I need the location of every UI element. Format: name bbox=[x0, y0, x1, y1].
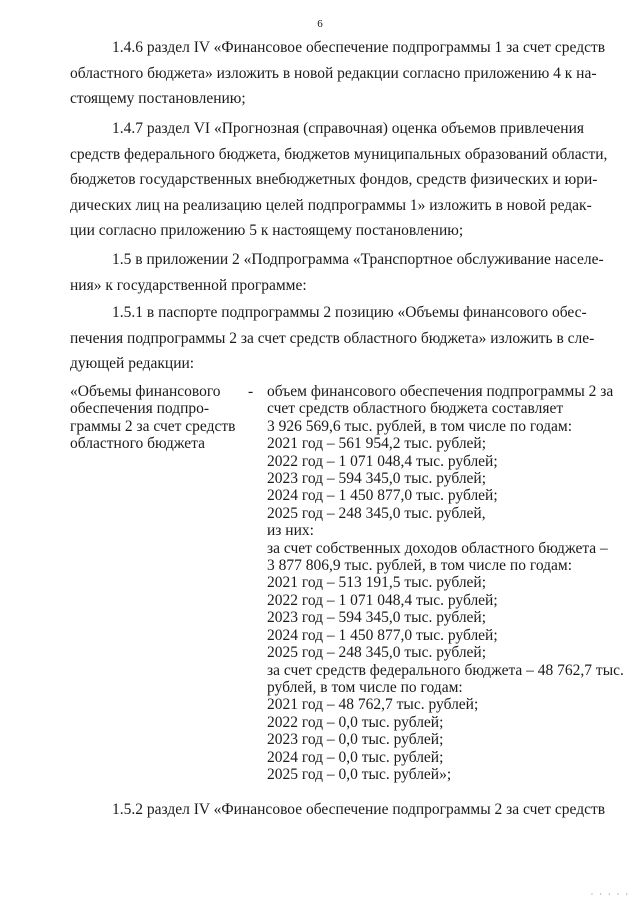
parameter-name bbox=[70, 383, 245, 453]
parameter-dash: - bbox=[248, 383, 254, 400]
text-line: 1.4.7 раздел VI «Прогнозная (справочная) оценка объемов привлечения bbox=[112, 120, 585, 137]
text-line: дических лиц на реализацию целей подпрограммы 1» изложить в новой редак- bbox=[70, 196, 592, 214]
page-number: 6 bbox=[317, 18, 323, 30]
text-line: граммы 2 за счет средств bbox=[70, 417, 236, 435]
paragraph-1-4-6 bbox=[70, 35, 606, 112]
text-line: обеспечения подпро- bbox=[70, 400, 210, 418]
text-line: 2025 год – 248 345,0 тыс. рублей, bbox=[267, 504, 486, 522]
text-line: 3 877 806,9 тыс. рублей, в том числе по годам: bbox=[267, 557, 573, 575]
text-line: 3 926 569,6 тыс. рублей, в том числе по годам: bbox=[267, 417, 573, 435]
text-line: 2022 год – 1 071 048,4 тыс. рублей; bbox=[267, 591, 498, 609]
text-line: 2023 год – 594 345,0 тыс. рублей; bbox=[267, 470, 487, 488]
text-line: 1.4.6 раздел IV «Финансовое обеспечение подпрограммы 1 за счет средств bbox=[112, 39, 606, 56]
text-line: объем финансового обеспечения подпрограммы 2 за bbox=[267, 383, 614, 400]
text-line: ния» к государственной программе: bbox=[70, 276, 307, 294]
text-line: 2022 год – 1 071 048,4 тыс. рублей; bbox=[267, 452, 498, 470]
text-line: средств федерального бюджета, бюджетов муниципальных образований области, bbox=[70, 145, 608, 163]
text-line: за счет средств федерального бюджета – 48 762,7 тыс. bbox=[267, 661, 624, 679]
text-line: 2024 год – 1 450 877,0 тыс. рублей; bbox=[267, 626, 498, 644]
paragraph-1-4-7 bbox=[70, 116, 608, 244]
text-line: 2021 год – 48 762,7 тыс. рублей; bbox=[267, 696, 479, 714]
text-line: 2025 год – 0,0 тыс. рублей»; bbox=[267, 765, 452, 783]
text-line: из них: bbox=[267, 522, 314, 540]
text-line: стоящему постановлению; bbox=[70, 90, 246, 107]
text-line: 2023 год – 0,0 тыс. рублей; bbox=[267, 731, 444, 749]
text-line: «Объемы финансового bbox=[70, 383, 221, 400]
text-line: 2023 год – 594 345,0 тыс. рублей; bbox=[267, 609, 487, 627]
text-line: 1.5.1 в паспорте подпрограммы 2 позицию «Объемы финансового обес- bbox=[112, 304, 587, 321]
text-line: 2024 год – 1 450 877,0 тыс. рублей; bbox=[267, 487, 498, 505]
text-line: 2022 год – 0,0 тыс. рублей; bbox=[267, 713, 444, 731]
text-line: 2024 год – 0,0 тыс. рублей; bbox=[267, 748, 444, 766]
text-line: счет средств областного бюджета составляет bbox=[267, 400, 564, 418]
text-line: печения подпрограммы 2 за счет средств областного бюджета» изложить в сле- bbox=[70, 329, 595, 347]
text-line: 2021 год – 561 954,2 тыс. рублей; bbox=[267, 435, 487, 453]
text-line: 1.5 в приложении 2 «Подпрограмма «Транспортное обслуживание населе- bbox=[112, 251, 604, 268]
text-line: 2025 год – 248 345,0 тыс. рублей; bbox=[267, 644, 487, 662]
text-line: 2021 год – 513 191,5 тыс. рублей; bbox=[267, 574, 487, 592]
scan-marks: · · · · · bbox=[590, 890, 630, 899]
text-line: бюджетов государственных внебюджетных фондов, средств физических и юри- bbox=[70, 171, 598, 188]
parameter-value bbox=[267, 383, 624, 783]
text-line: 1.5.2 раздел IV «Финансовое обеспечение подпрограммы 2 за счет средств bbox=[112, 801, 606, 818]
paragraph-1-5-1 bbox=[70, 300, 600, 377]
text-line: за счет собственных доходов областного бюджета – bbox=[267, 539, 608, 557]
text-line: областного бюджета» изложить в новой редакции согласно приложению 4 к на- bbox=[70, 64, 597, 82]
text-line: рублей, в том числе по годам: bbox=[267, 678, 463, 696]
text-line: дующей редакции: bbox=[70, 355, 195, 372]
text-line: областного бюджета bbox=[70, 435, 205, 453]
paragraph-1-5-2 bbox=[70, 797, 606, 823]
paragraph-1-5 bbox=[70, 247, 604, 298]
text-line: ции согласно приложению 5 к настоящему постановлению; bbox=[70, 222, 464, 239]
